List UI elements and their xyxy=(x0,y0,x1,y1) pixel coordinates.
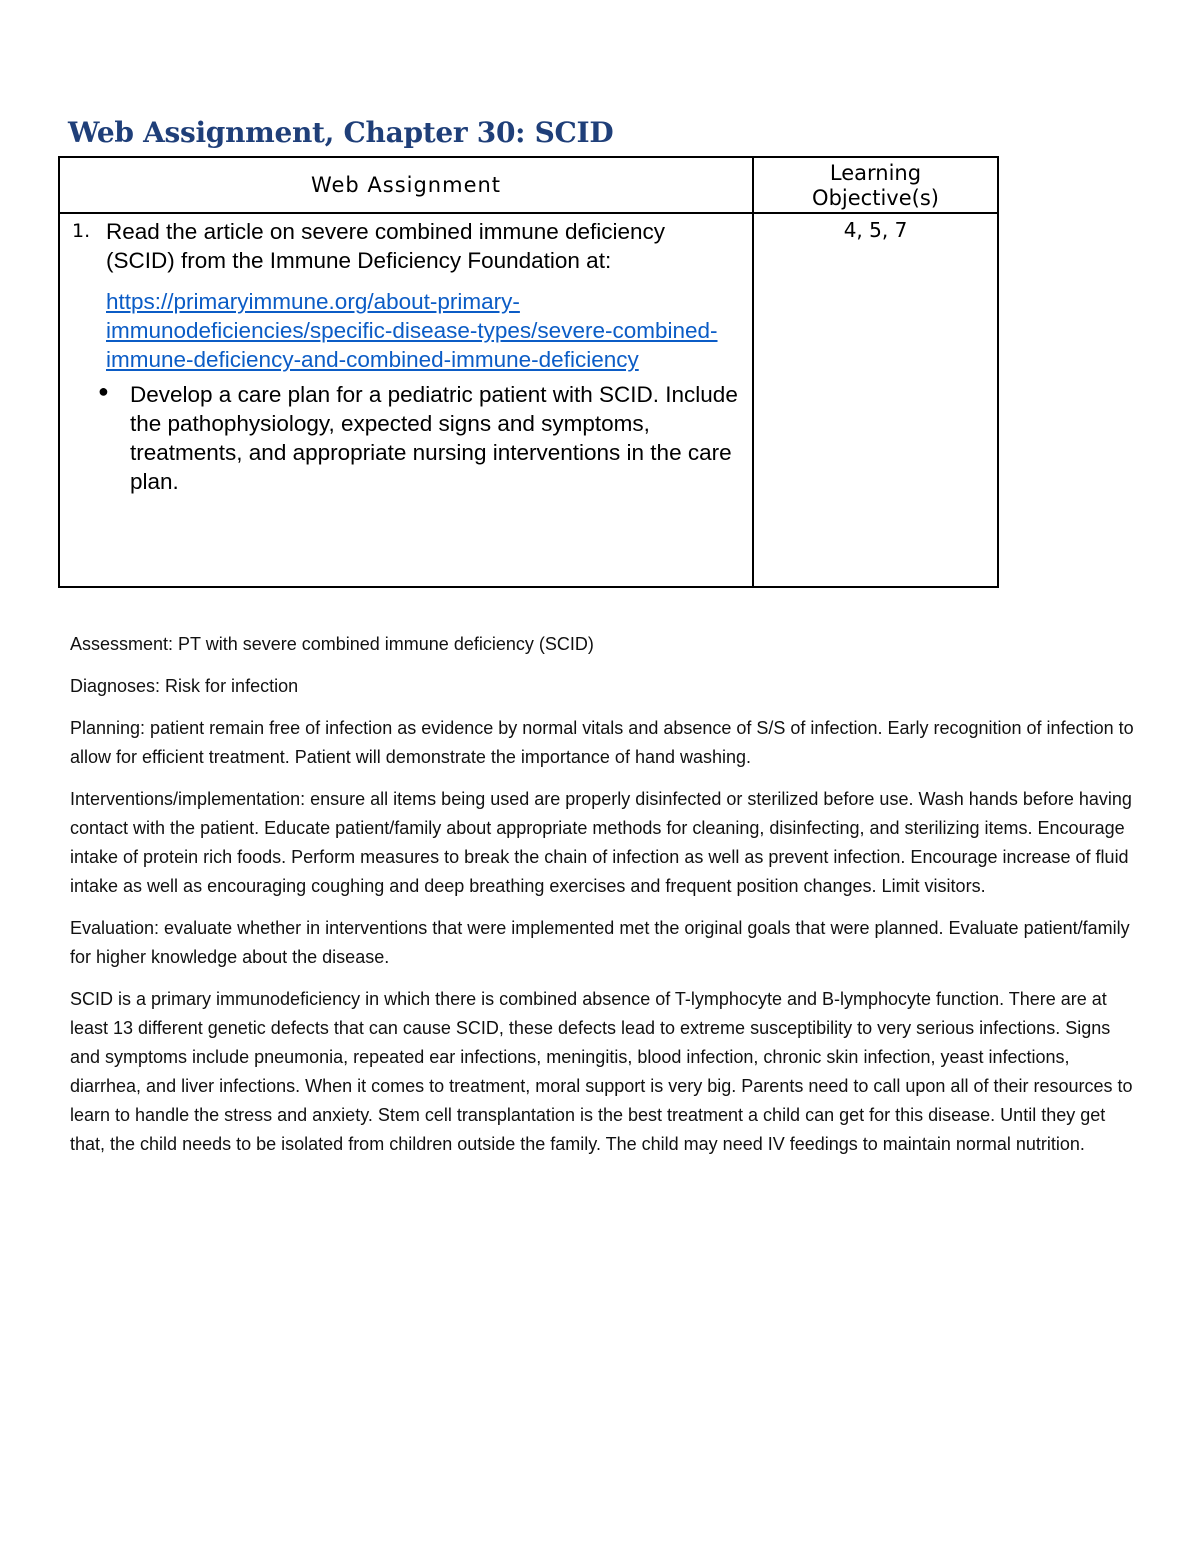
learning-objectives-cell: 4, 5, 7 xyxy=(753,213,998,587)
header-lo-line1: Learning xyxy=(829,160,922,185)
planning-paragraph: Planning: patient remain free of infection as evidence by normal vitals and absence of S/S of infection. Early recognition of infection to allow for efficient treatment. Patient will demonstrate the importance of hand washing. xyxy=(70,718,1134,767)
bullet-text: Develop a care plan for a pediatric patient with SCID. Include the pathophysiology, expected signs and symptoms, treatments, and appropriate nursing interventions in the care plan. xyxy=(130,382,738,494)
table-row xyxy=(59,213,998,587)
care-plan-body xyxy=(70,630,1140,1172)
assessment-paragraph: Assessment: PT with severe combined immune deficiency (SCID) xyxy=(70,634,594,654)
page-title: Web Assignment, Chapter 30: SCID xyxy=(68,116,614,149)
assignment-table xyxy=(58,156,999,588)
diagnoses-paragraph: Diagnoses: Risk for infection xyxy=(70,676,299,696)
item-number: 1. xyxy=(72,220,91,242)
item-text: Read the article on severe combined immune deficiency (SCID) from the Immune Deficiency Foundation at: xyxy=(106,219,666,273)
article-link[interactable]: https://primaryimmune.org/about-primary-immunodeficiencies/specific-disease-types/severe-combined-immune-deficiency-and-combined-immune-deficiency xyxy=(106,289,718,372)
list-item xyxy=(60,214,752,374)
summary-paragraph: SCID is a primary immunodeficiency in which there is combined absence of T-lymphocyte and B-lymphocyte function. There are at least 13 different genetic defects that can cause SCID, these defects lead to extreme susceptibility to very serious infections. Signs and symptoms include pneumonia, repeated ear infections, meningitis, blood infection, chronic skin infection, yeast infections, diarrhea, and liver infections. When it comes to treatment, moral support is very big. Parents need to call upon all of their resources to learn to handle the stress and anxiety. Stem cell transplantation is the best treatment a child can get for this disease. Until they get that, the child needs to be isolated from children outside the family. The child may need IV feedings to maintain normal nutrition. xyxy=(70,989,1133,1154)
header-web-assignment: Web Assignment xyxy=(59,157,753,213)
assignment-cell xyxy=(59,213,753,587)
header-lo-line2: Objective(s) xyxy=(812,185,939,210)
header-learning-objectives xyxy=(753,157,998,213)
interventions-paragraph: Interventions/implementation: ensure all items being used are properly disinfected or sterilized before use. Wash hands before having contact with the patient. Educate patient/family about appropriate methods for cleaning, disinfecting, and sterilizing items. Encourage intake of protein rich foods. Perform measures to break the chain of infection as well as prevent infection. Encourage increase of fluid intake as well as encouraging coughing and deep breathing exercises and frequent position changes. Limit visitors. xyxy=(70,789,1132,896)
bullet-item xyxy=(60,377,752,496)
bullet-icon: ● xyxy=(98,381,109,401)
table-header-row xyxy=(59,157,998,213)
evaluation-paragraph: Evaluation: evaluate whether in interventions that were implemented met the original goals that were planned. Evaluate patient/family for higher knowledge about the disease. xyxy=(70,918,1130,967)
